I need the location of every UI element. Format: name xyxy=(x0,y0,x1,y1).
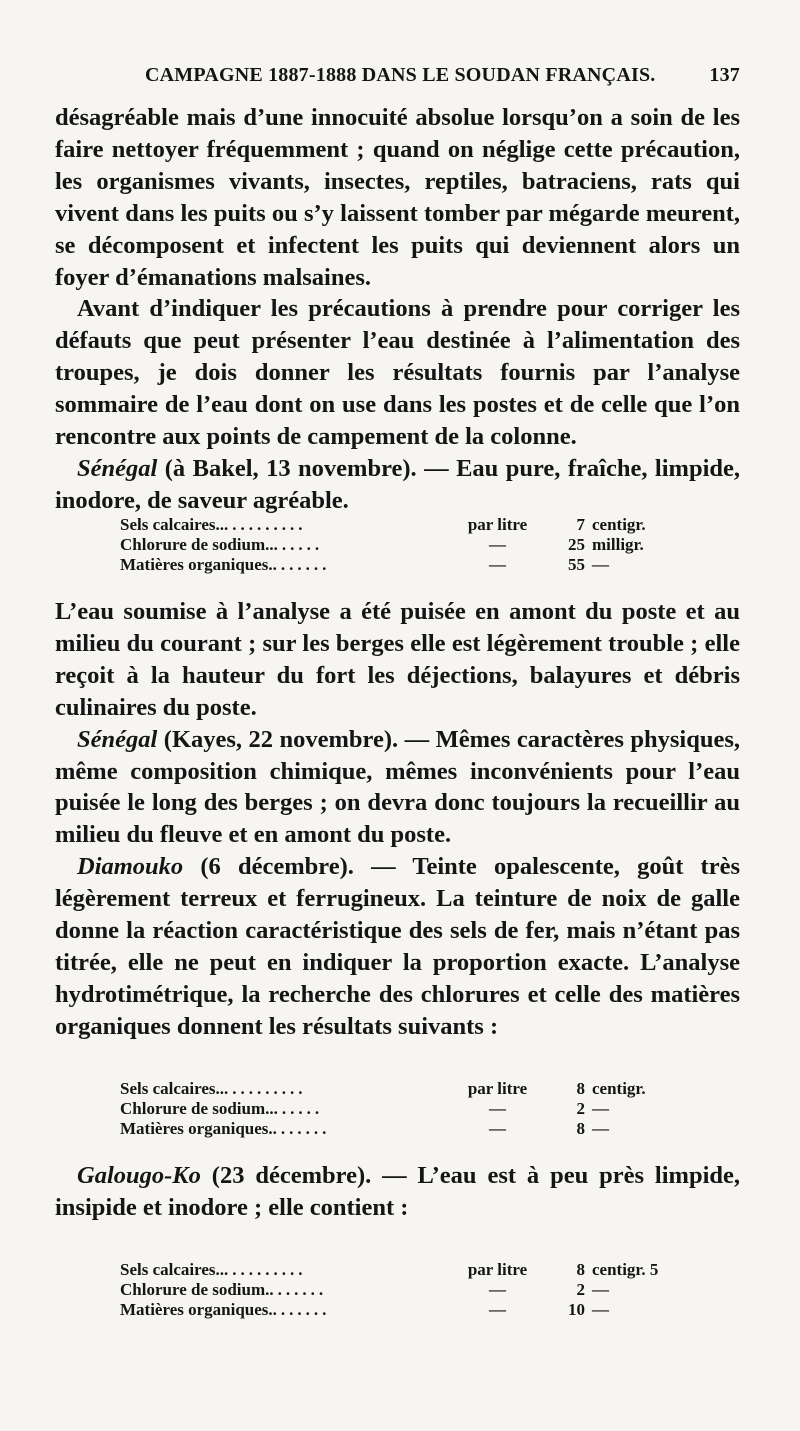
substance-label: Chlorure de sodium........ xyxy=(120,535,324,554)
unit-label: — xyxy=(489,535,506,554)
quantity-value: 8 xyxy=(576,1119,585,1138)
table-row xyxy=(120,1260,680,1280)
substance-label: Sels calcaires............ xyxy=(120,1260,307,1279)
substance-label: Chlorure de sodium........ xyxy=(120,1280,328,1299)
place-name: Diamouko xyxy=(77,853,184,881)
quantity-value: 55 xyxy=(568,555,585,574)
paragraph-senegal-bakel xyxy=(55,453,740,517)
measure-unit: milligr. xyxy=(592,535,644,554)
quantity-value: 7 xyxy=(576,515,585,534)
body-text-middle xyxy=(55,596,740,1043)
running-title: CAMPAGNE 1887-1888 DANS LE SOUDAN FRANÇAIS. xyxy=(145,64,656,86)
measure-unit: centigr. 5 xyxy=(592,1260,659,1279)
quantity-value: 25 xyxy=(568,535,585,554)
table-row xyxy=(120,555,680,575)
substance-label: Chlorure de sodium........ xyxy=(120,1099,324,1118)
unit-label: par litre xyxy=(467,1079,528,1098)
quantity-value: 2 xyxy=(576,1280,585,1299)
table-row xyxy=(120,535,680,555)
substance-label: Matières organiques........ xyxy=(120,555,331,574)
unit-label: — xyxy=(489,1099,506,1118)
table-row xyxy=(120,1280,680,1300)
quantity-value: 2 xyxy=(576,1099,585,1118)
paragraph-precautions: Avant d’indiquer les précautions à prendre pour corriger les défauts que peut présenter l’eau destinée à l’alimentation des troupes, je dois donner les résultats fournis par l’analyse sommaire de l’eau dont on use dans les postes et de celle que l’on rencontre aux points de campement de la colonne. xyxy=(55,295,740,451)
substance-label: Matières organiques........ xyxy=(120,1300,331,1319)
place-name: Sénégal xyxy=(77,725,158,753)
measure-unit: — xyxy=(592,1280,609,1299)
place-name: Sénégal xyxy=(77,454,158,482)
analysis-table-galougo-ko xyxy=(120,1260,680,1320)
unit-label: — xyxy=(489,555,506,574)
unit-label: par litre xyxy=(467,1260,528,1279)
measure-unit: — xyxy=(592,1119,609,1138)
page-number: 137 xyxy=(709,64,740,86)
unit-label: — xyxy=(489,1300,506,1319)
measure-unit: centigr. xyxy=(592,515,646,534)
paragraph-text: (à Bakel, 13 novembre). — Eau pure, fraîche, limpide, inodore, de saveur agréable. xyxy=(55,454,740,514)
substance-label: Matières organiques........ xyxy=(120,1119,331,1138)
table-row xyxy=(120,1300,680,1320)
unit-label: par litre xyxy=(467,515,528,534)
table-row xyxy=(120,1099,680,1119)
table-row xyxy=(120,515,680,535)
measure-unit: — xyxy=(592,1099,609,1118)
body-text-top xyxy=(55,102,740,517)
paragraph-diamouko xyxy=(55,851,740,1042)
measure-unit: — xyxy=(592,555,609,574)
unit-label: — xyxy=(489,1280,506,1299)
table-row xyxy=(120,1119,680,1139)
paragraph-text: (23 décembre). — L’eau est à peu près limpide, insipide et inodore ; elle contient : xyxy=(55,1162,740,1221)
quantity-value: 10 xyxy=(568,1300,585,1319)
measure-unit: — xyxy=(592,1300,609,1319)
quantity-value: 8 xyxy=(576,1079,585,1098)
paragraph-galougo-ko xyxy=(55,1160,740,1224)
paragraph-sampling: L’eau soumise à l’analyse a été puisée en amont du poste et au milieu du courant ; sur les berges elle est légèrement trouble ; elle reçoit à la hauteur du fort les déjections, balayures et débris culinaires du poste. xyxy=(55,598,740,721)
analysis-table-bakel xyxy=(120,515,680,575)
table-row xyxy=(120,1079,680,1099)
place-name: Galougo-Ko xyxy=(77,1162,201,1189)
analysis-table-diamouko xyxy=(120,1079,680,1139)
measure-unit: centigr. xyxy=(592,1079,646,1098)
unit-label: — xyxy=(489,1119,506,1138)
body-text-bottom xyxy=(55,1160,740,1224)
paragraph-text: (6 décembre). — Teinte opalescente, goût très légèrement terreux et ferrugineux. La teinture de noix de galle donne la réaction caractéristique des sels de fer, mais n’étant pas titrée, elle ne peut en indiquer la proportion exacte. L’analyse hydrotimétrique, la recherche des chlorures et celle des matières organiques donnent les résultats suivants : xyxy=(55,853,740,1040)
substance-label: Sels calcaires............ xyxy=(120,1079,307,1098)
paragraph-text: (Kayes, 22 novembre). — Mêmes caractères physiques, même composition chimique, mêmes inconvénients pour l’eau puisée le long des berges ; on devra donc toujours la recueillir au milieu du fleuve et en amont du poste. xyxy=(55,725,740,849)
page-header xyxy=(145,64,740,94)
substance-label: Sels calcaires............ xyxy=(120,515,307,534)
paragraph-continuation: désagréable mais d’une innocuité absolue lorsqu’on a soin de les faire nettoyer fréquemment ; quand on néglige cette précaution, les organismes vivants, insectes, reptiles, batraciens, rats qui vivent dans les puits ou s’y laissent tomber par mégarde meurent, se décomposent et infectent les puits qui deviennent alors un foyer d’émanations malsaines. xyxy=(55,104,740,291)
quantity-value: 8 xyxy=(576,1260,585,1279)
paragraph-senegal-kayes xyxy=(55,724,740,852)
